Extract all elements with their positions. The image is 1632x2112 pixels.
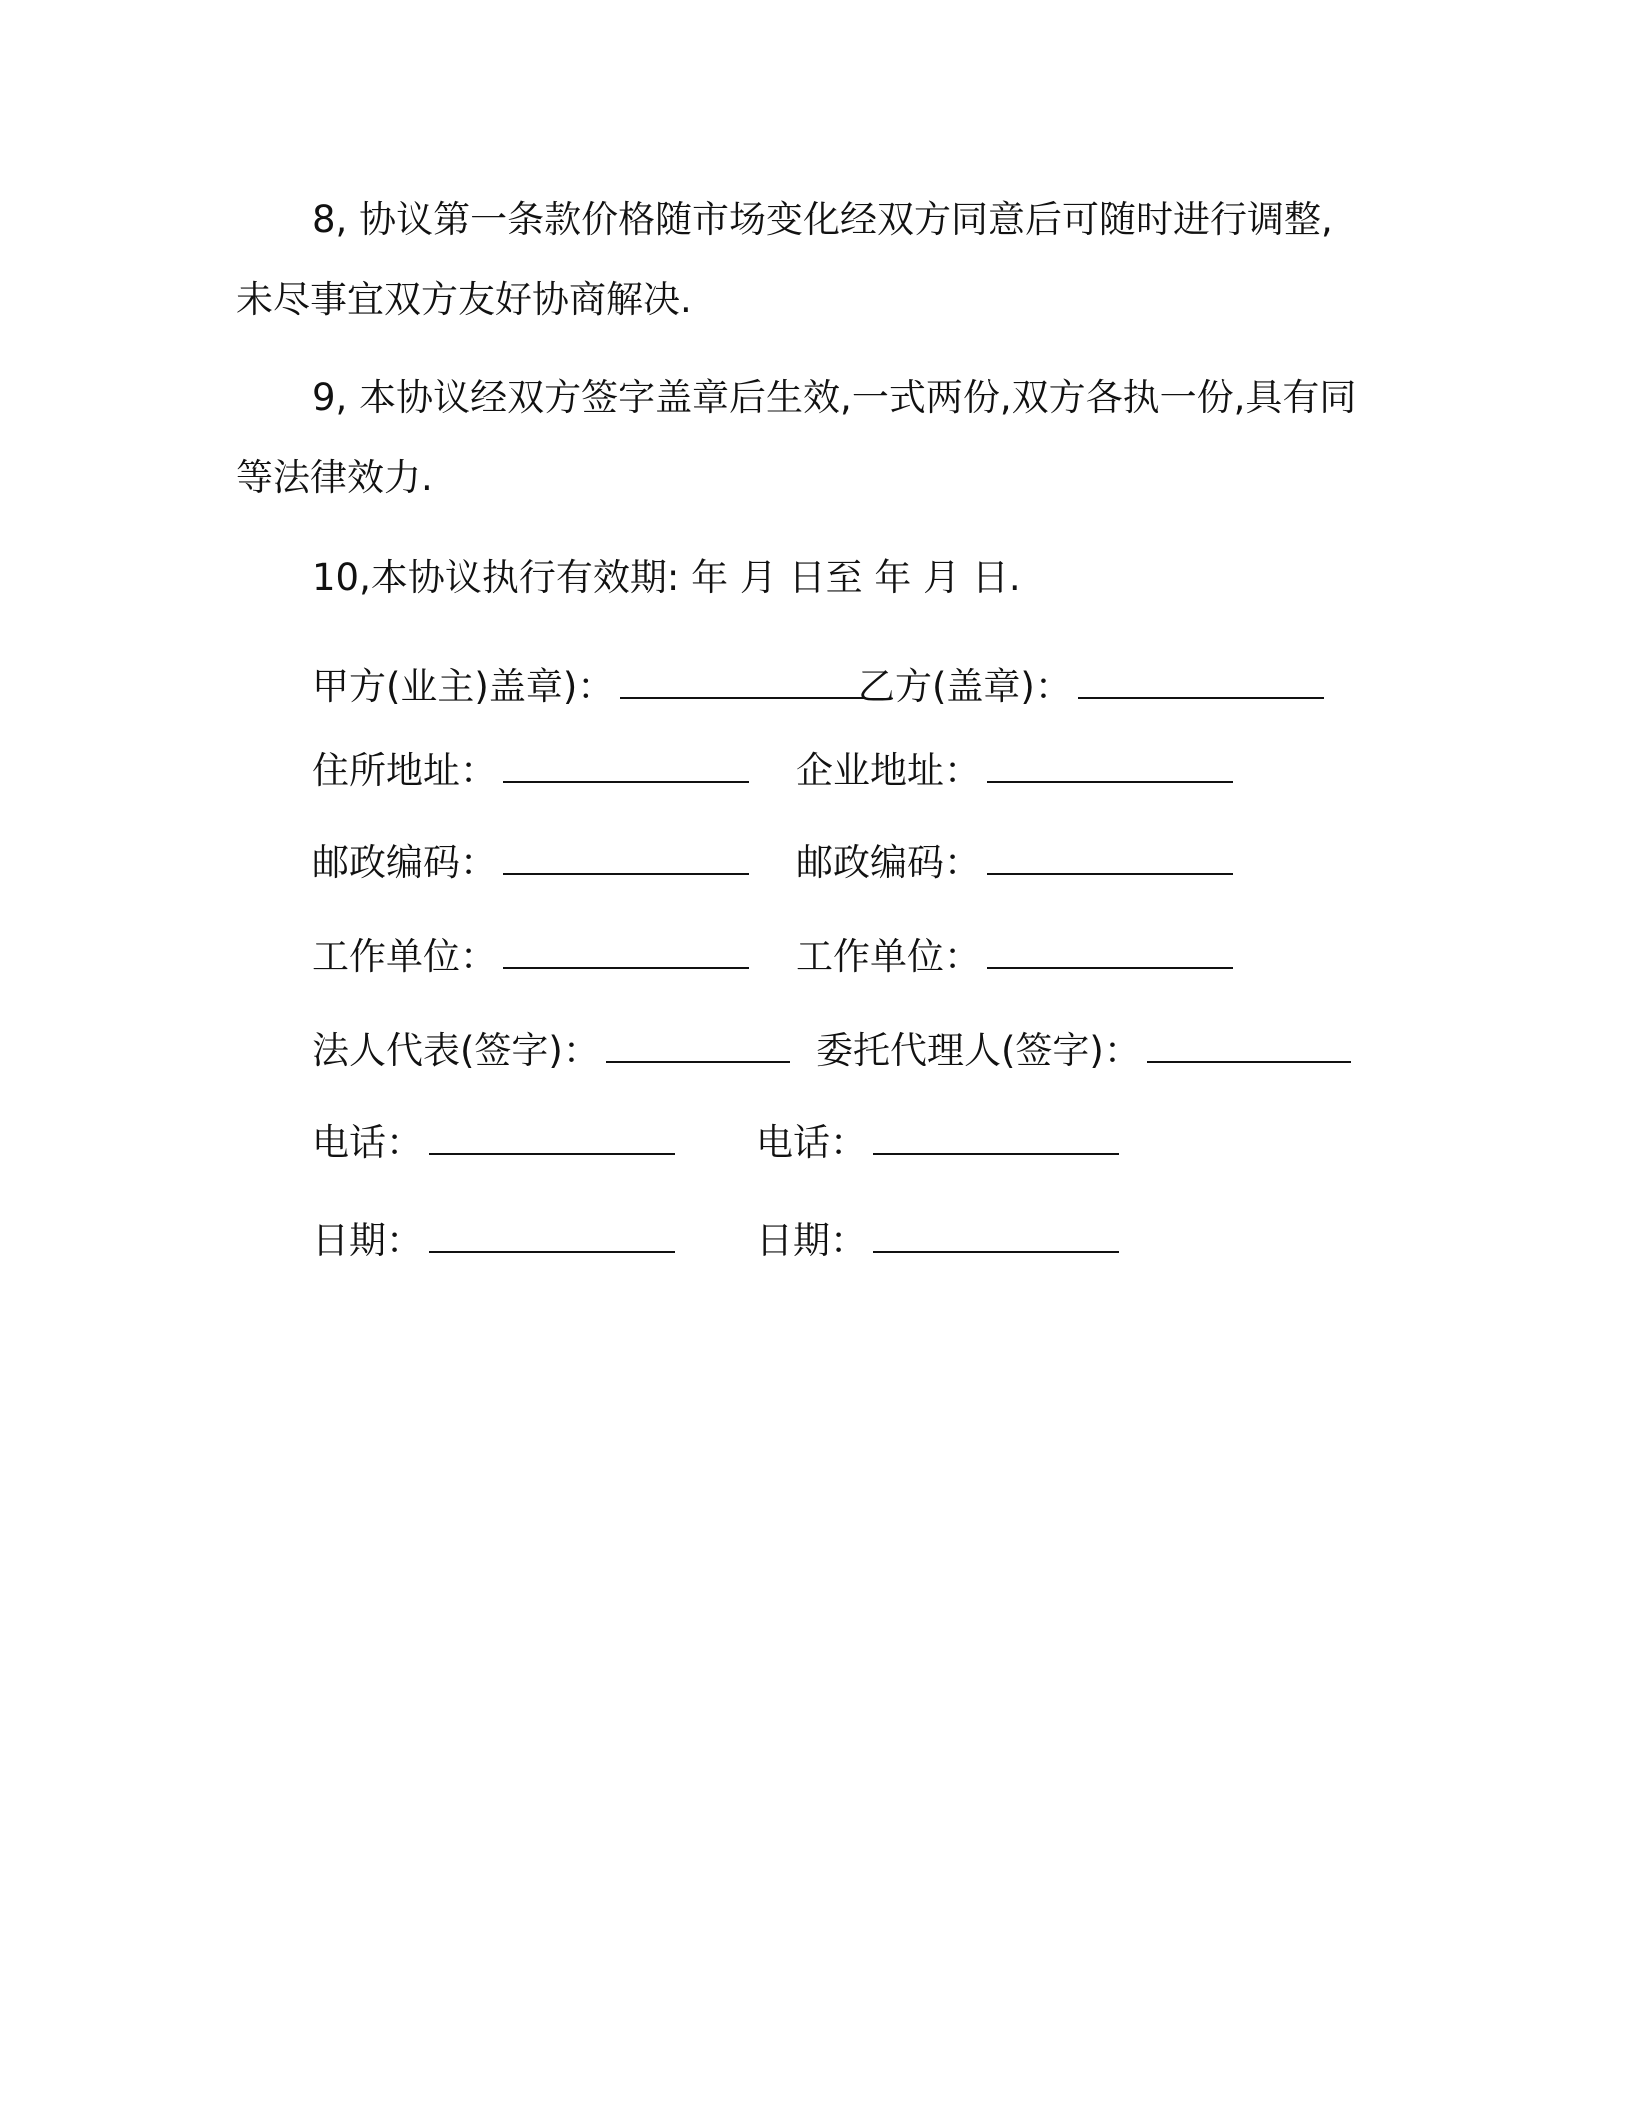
party-b-seal-blank (1078, 663, 1324, 699)
party-a-address-label: 住所地址： (312, 749, 497, 792)
party-a-address-blank (503, 747, 749, 783)
party-b-agent-label: 委托代理人(签字)： (816, 1029, 1141, 1072)
clause-9: 9, 本协议经双方签字盖章后生效,一式两份,双方各执一份,具有同等法律效力. (236, 376, 1357, 499)
party-b-date-label: 日期： (756, 1219, 867, 1262)
party-b-workplace-label: 工作单位： (796, 935, 981, 978)
party-b-workplace-field (796, 932, 1233, 982)
party-b-address-label: 企业地址： (796, 749, 981, 792)
clause-10: 10,本协议执行有效期: 年 月 日至 年 月 日. (312, 556, 1021, 599)
party-a-seal-label: 甲方(业主)盖章)： (312, 665, 615, 708)
party-b-address-blank (987, 747, 1233, 783)
party-a-phone-field (312, 1118, 675, 1168)
party-a-phone-blank (429, 1119, 675, 1155)
party-a-seal-field (312, 662, 866, 712)
party-a-date-field (312, 1216, 675, 1266)
party-b-postcode-blank (987, 839, 1233, 875)
party-a-workplace-blank (503, 933, 749, 969)
party-a-postcode-field (312, 838, 749, 888)
clause-8: 8, 协议第一条款价格随市场变化经双方同意后可随时进行调整,未尽事宜双方友好协商解决. (236, 198, 1333, 321)
party-b-agent-blank (1147, 1027, 1351, 1063)
party-a-date-blank (429, 1217, 675, 1253)
party-b-phone-field (756, 1118, 1119, 1168)
party-b-phone-label: 电话： (756, 1121, 867, 1164)
party-a-postcode-label: 邮政编码： (312, 841, 497, 884)
party-b-date-blank (873, 1217, 1119, 1253)
party-b-workplace-blank (987, 933, 1233, 969)
party-b-agent-field (816, 1026, 1351, 1076)
party-b-seal-label: 乙方(盖章)： (858, 665, 1072, 708)
party-b-seal-field (858, 662, 1324, 712)
party-b-postcode-label: 邮政编码： (796, 841, 981, 884)
party-a-workplace-label: 工作单位： (312, 935, 497, 978)
party-a-legal-rep-field (312, 1026, 790, 1076)
party-a-postcode-blank (503, 839, 749, 875)
party-b-postcode-field (796, 838, 1233, 888)
party-b-address-field (796, 746, 1233, 796)
party-a-workplace-field (312, 932, 749, 982)
party-a-address-field (312, 746, 749, 796)
party-a-legal-rep-blank (606, 1027, 790, 1063)
party-b-phone-blank (873, 1119, 1119, 1155)
party-a-legal-rep-label: 法人代表(签字)： (312, 1029, 600, 1072)
party-a-seal-blank (620, 663, 866, 699)
party-b-date-field (756, 1216, 1119, 1266)
party-a-phone-label: 电话： (312, 1121, 423, 1164)
party-a-date-label: 日期： (312, 1219, 423, 1262)
